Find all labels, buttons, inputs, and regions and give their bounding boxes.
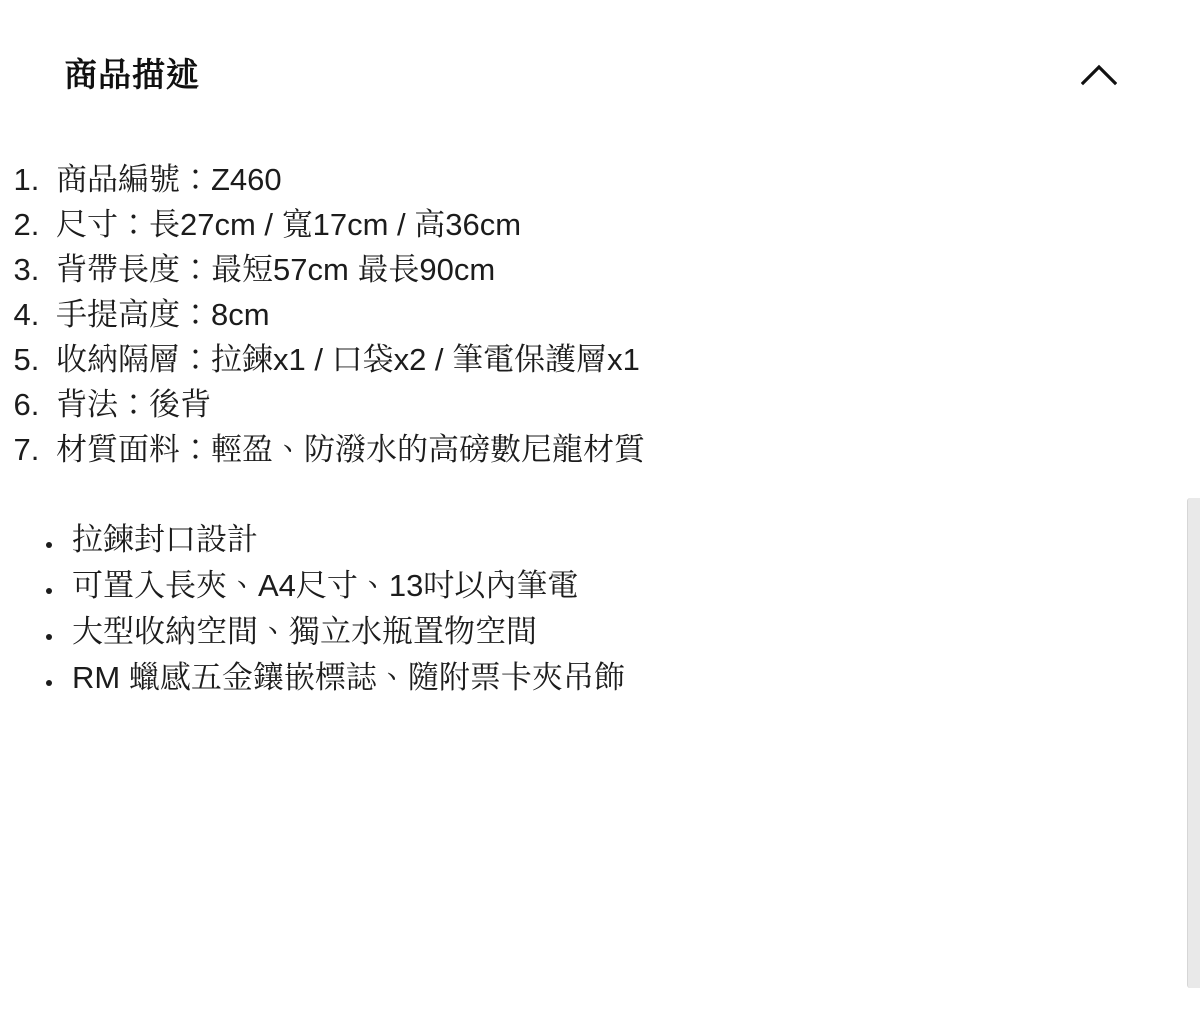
feature-list [24, 518, 1160, 701]
list-item: 7. 材質面料：輕盈、防潑水的高磅數尼龍材質 [48, 428, 1160, 472]
list-item: 6. 背法：後背 [48, 383, 1160, 427]
scrollbar[interactable] [1187, 498, 1200, 988]
chevron-up-glyph [1081, 64, 1117, 86]
list-item: • 大型收納空間、獨立水瓶置物空間 [64, 610, 1160, 655]
spec-list [24, 158, 1160, 472]
description-content [0, 158, 1200, 701]
list-item: 5. 收納隔層：拉鍊x1 / 口袋x2 / 筆電保護層x1 [48, 338, 1160, 382]
list-item: 2. 尺寸：長27cm / 寬17cm / 高36cm [48, 203, 1160, 247]
list-item: 1. 商品編號：Z460 [48, 158, 1160, 202]
list-item: • RM 蠟感五金鑲嵌標誌、隨附票卡夾吊飾 [64, 656, 1160, 701]
page-title: 商品描述 [64, 56, 200, 94]
chevron-up-icon[interactable] [1076, 52, 1122, 98]
list-item: 3. 背帶長度：最短57cm 最長90cm [48, 248, 1160, 292]
list-item: • 拉鍊封口設計 [64, 518, 1160, 563]
list-item: 4. 手提高度：8cm [48, 293, 1160, 337]
list-item: • 可置入長夾、A4尺寸、13吋以內筆電 [64, 564, 1160, 609]
section-header [0, 0, 1200, 98]
